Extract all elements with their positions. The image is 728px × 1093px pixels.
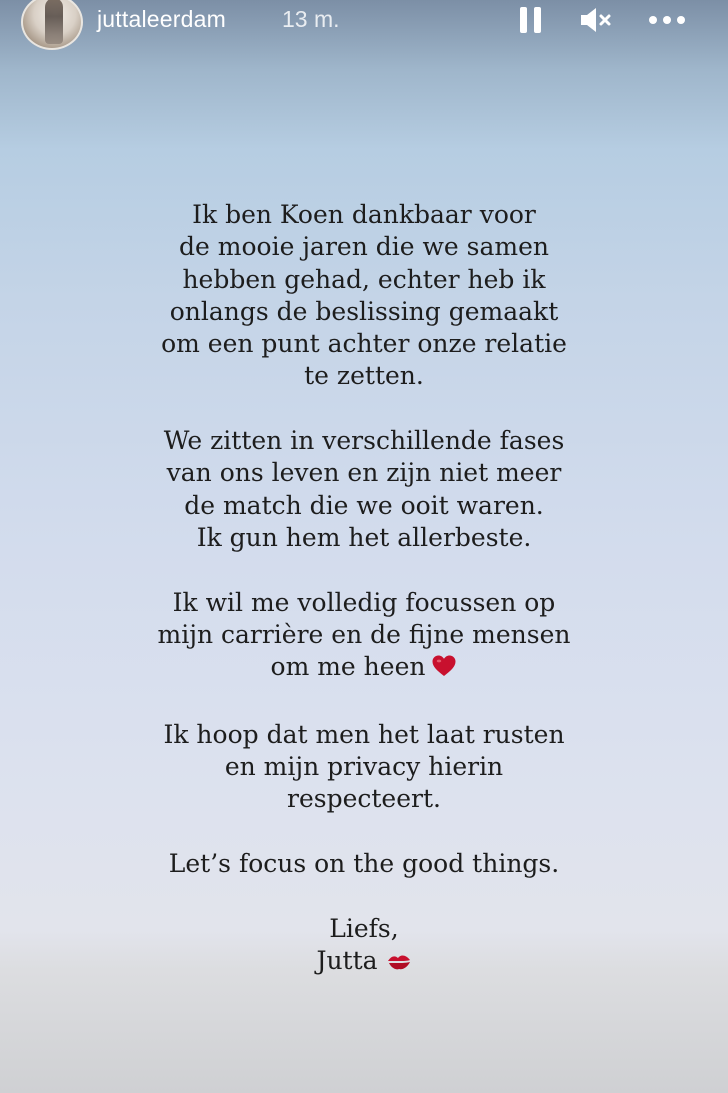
more-options-button[interactable] (647, 4, 687, 36)
message-line: Ik gun hem het allerbeste. (196, 522, 532, 552)
message-line: de mooie jaren die we samen (179, 232, 549, 262)
signoff (0, 913, 728, 981)
signoff-greeting: Liefs, (329, 913, 399, 943)
message-line-with-heart (0, 651, 728, 686)
paragraph-breakup (0, 199, 728, 393)
username[interactable]: juttaleerdam (97, 6, 226, 32)
message-line: om me heen (270, 652, 426, 682)
message-line: en mijn privacy hierin (224, 752, 504, 782)
signoff-name-line (0, 945, 728, 980)
paragraph-focus (0, 587, 728, 687)
story-message (0, 199, 728, 1012)
message-line: om een punt achter onze relatie (161, 329, 567, 359)
message-line: Ik wil me volledig focussen op (172, 587, 556, 617)
mute-button[interactable] (578, 4, 614, 36)
kiss-mark-icon (386, 948, 412, 980)
message-line: respecteert. (287, 784, 441, 814)
message-line: Ik hoop dat men het laat rusten (163, 719, 565, 749)
message-line: onlangs de beslissing gemaakt (169, 296, 559, 326)
message-line: Ik ben Koen dankbaar voor (192, 200, 536, 229)
profile-avatar[interactable] (21, 0, 83, 50)
message-line: van ons leven en zijn niet meer (166, 458, 562, 488)
message-line: de match die we ooit waren. (184, 490, 544, 520)
signoff-name: Jutta (316, 945, 378, 975)
post-timestamp: 13 m. (282, 6, 340, 32)
message-line: Let’s focus on the good things. (168, 848, 560, 878)
red-heart-icon (431, 654, 457, 686)
paragraph-good-things (0, 848, 728, 880)
more-options-icon (647, 4, 687, 36)
pause-icon (517, 4, 545, 36)
pause-button[interactable] (517, 4, 545, 36)
paragraph-privacy (0, 719, 728, 816)
story-header (0, 0, 728, 44)
message-line: te zetten. (304, 361, 424, 391)
mute-icon (578, 4, 614, 36)
avatar-photo (45, 0, 63, 44)
message-line: hebben gehad, echter heb ik (182, 264, 546, 294)
paragraph-phases (0, 425, 728, 554)
message-line: mijn carrière en de fijne mensen (157, 619, 571, 649)
message-line: We zitten in verschillende fases (163, 426, 565, 456)
